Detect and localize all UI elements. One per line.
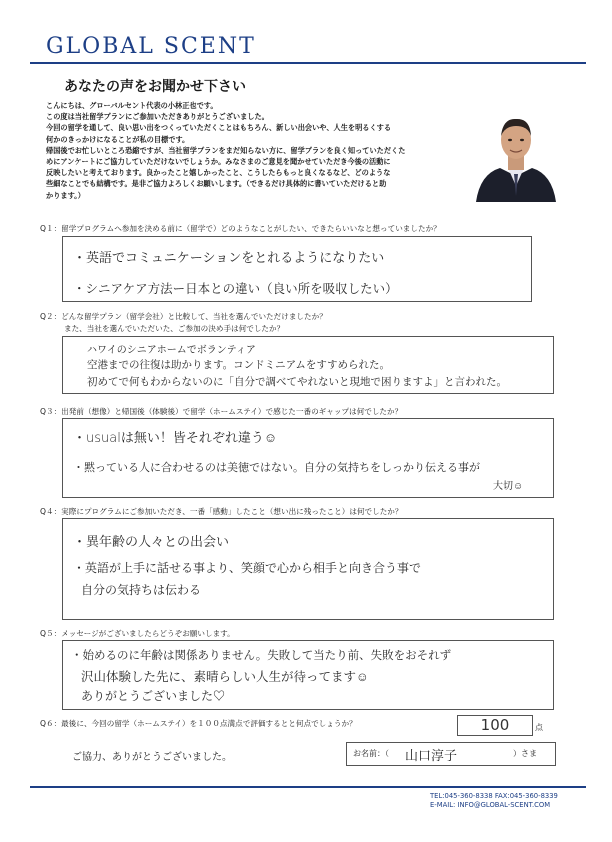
tel-fax: TEL:045-360-8338 FAX:045-360-8339	[430, 792, 558, 800]
answer-line: 大切☺	[493, 481, 524, 492]
question-1-label: Q１：留学プログラムへ参加を決める前に（留学で）どのようなことがしたい、できたらいいなと想っていましたか？	[40, 224, 441, 233]
score-unit: 点	[535, 723, 543, 732]
question-5-label: Q５：メッセージがございましたらどうぞお願いします。	[40, 629, 235, 638]
intro-line: めにアンケートにご協力していただけないでしょうか。みなさまのご意見を聞かせていただき今後の活動に	[46, 157, 391, 167]
score-field[interactable]	[457, 715, 533, 736]
contact-info	[430, 792, 558, 810]
intro-line: かります。）	[46, 190, 85, 200]
question-6-label: Q６：最後に、今回の留学（ホームステイ）を１００点満点で評価するとと何点でしょうか？	[40, 719, 357, 728]
question-4-label: Q４：実際にプログラムにご参加いただき、一番「感動」したこと（想い出に残ったこと）は何でしたか？	[40, 507, 403, 516]
answer-line: ・英語でコミュニケーションをとれるようになりたい	[73, 251, 385, 266]
score-value: 100	[480, 716, 510, 734]
answer-line: 初めてで何もわからないのに「自分で調べてやれないと現地で困りますよ」と言われた。	[87, 376, 507, 388]
page-title: あなたの声をお聞かせ下さい	[64, 79, 246, 95]
answer-line: ・英語が上手に話せる事より、笑顔で心から相手と向き合う事で	[73, 561, 422, 575]
question-1-answer-box	[62, 236, 532, 302]
question-2-answer-box	[62, 336, 554, 394]
name-field[interactable]	[346, 742, 556, 766]
name-suffix: ）さま	[513, 749, 537, 758]
answer-line: ・usualは無い！皆それぞれ違う☺	[73, 431, 278, 446]
name-value: 山口淳子	[405, 749, 458, 764]
intro-line: 何かのきっかけになることが私の目標です。	[46, 134, 190, 144]
intro-line: 些細なことでも結構です。是非ご協力よろしくお願いします。（できるだけ具体的に書いていただけると助	[46, 179, 387, 189]
thanks-message: ご協力、ありがとうございました。	[72, 752, 232, 763]
answer-line: ・異年齢の人々との出会い	[73, 535, 230, 550]
answer-line: ありがとうございました♡	[81, 689, 226, 703]
header-divider	[30, 62, 586, 64]
question-3-answer-box	[62, 418, 554, 498]
footer-divider	[30, 786, 586, 788]
representative-photo	[470, 104, 562, 202]
email: E-MAIL: INFO@GLOBAL-SCENT.COM	[430, 801, 551, 809]
intro-line: 帰国後でお忙しいところ恐縮ですが、当社留学プランをまだ知らない方に、留学プランを良く知っていただくた	[46, 145, 406, 155]
answer-line: ・黙っている人に合わせるのは美徳ではない。自分の気持ちをしっかり伝える事が	[73, 461, 480, 474]
answer-line: 空港までの往復は助かります。コンドミニアムをすすめられた。	[87, 359, 391, 371]
answer-line: ・始めるのに年齢は関係ありません。失敗して当たり前、失敗をおそれず	[71, 648, 452, 662]
question-5-answer-box	[62, 640, 554, 710]
answer-line: ・シニアケア方法ー日本との違い（良い所を吸収したい）	[73, 281, 398, 296]
intro-line: 今回の留学を通して、良い思い出をつくっていただくことはもちろん、新しい出会いや、人生を明るくする	[46, 123, 392, 133]
answer-line: ハワイのシニアホームでボランティア	[87, 345, 256, 356]
intro-line: この度は当社留学プランにご参加いただきありがとうございました。	[46, 112, 269, 122]
question-2-label: Q２：どんな留学プラン（留学会社）と比較して、当社を選んでいただけましたか？	[40, 312, 327, 321]
question-2-label-sub: また、当社を選んでいただいた、ご参加の決め手は何でしたか？	[64, 324, 285, 333]
answer-line: 沢山体験した先に、素晴らしい人生が待ってます☺	[81, 669, 369, 684]
question-4-answer-box	[62, 518, 554, 620]
question-3-label: Q３：出発前（想像）と帰国後（体験後）で留学（ホームステイ）で感じた一番のギャップは何でしたか？	[40, 407, 403, 416]
intro-line: 反映したいと考えております。良かったこと嬉しかったこと、こうしたらもっと良くなるなど、どのような	[46, 168, 391, 178]
answer-line: 自分の気持ちは伝わる	[81, 583, 202, 597]
intro-line: こんにちは、グローバルセント代表の小林正也です。	[46, 101, 218, 110]
name-label: お名前：（	[353, 749, 389, 758]
company-logo: GLOBAL SCENT	[46, 34, 256, 59]
intro-text	[46, 100, 486, 201]
